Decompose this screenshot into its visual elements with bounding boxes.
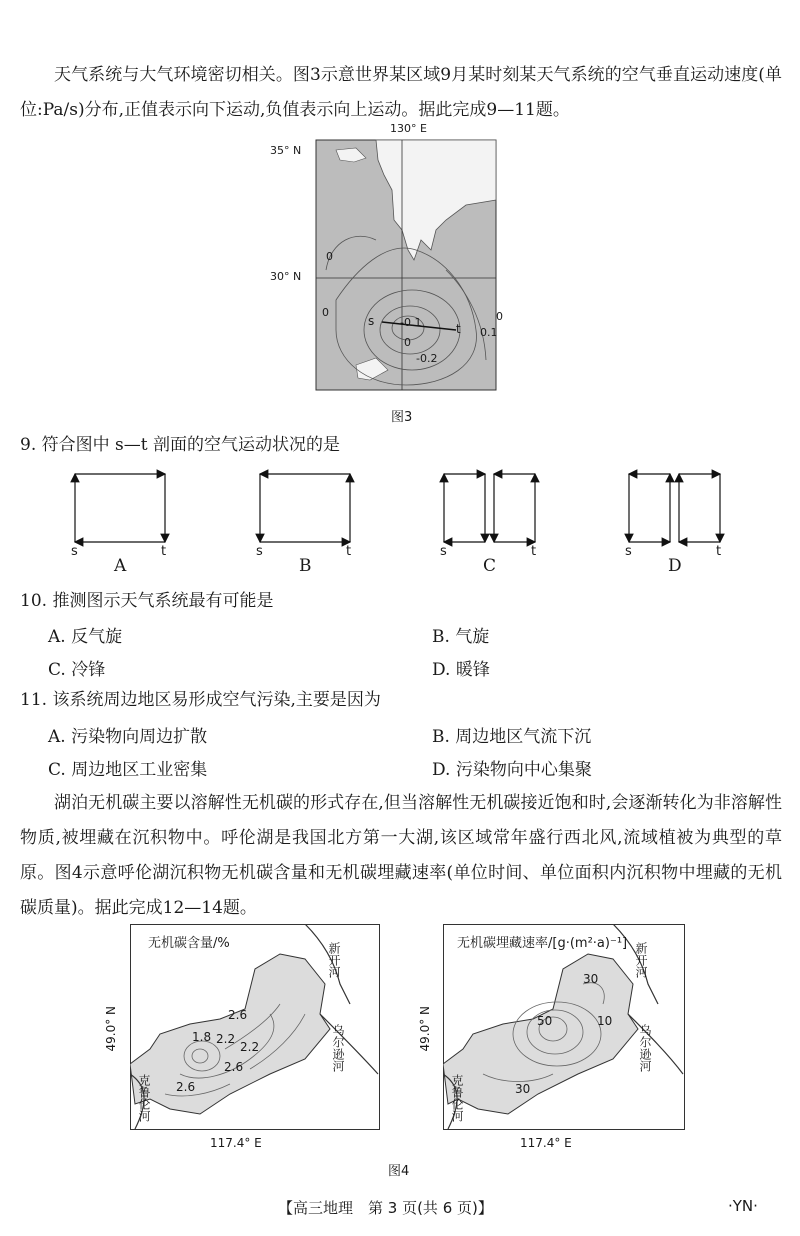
question-11-stem: 11. 该系统周边地区易形成空气污染,主要是因为 — [20, 690, 381, 710]
river-wuerxun-label: 乌尔逊河 — [638, 1024, 652, 1072]
contour-label: 0 — [322, 306, 329, 319]
question-10-stem: 10. 推测图示天气系统最有可能是 — [20, 591, 274, 611]
value-label: 2.6 — [176, 1080, 196, 1094]
q10-option-d: D. 暖锋 — [432, 660, 490, 680]
value-label: 2.2 — [216, 1032, 236, 1046]
q10-option-c: C. 冷锋 — [48, 660, 106, 680]
river-xinkai-label: 新开河 — [327, 942, 341, 978]
diagram-s-label: s — [440, 544, 447, 559]
contour-label: 0 — [496, 310, 503, 323]
diagram-t-label: t — [346, 544, 352, 559]
question-9-diagrams — [60, 462, 760, 576]
option-letter-b: B — [299, 556, 312, 576]
figure-4-right-lon: 117.4° E — [520, 1136, 572, 1150]
value-label: 2.6 — [228, 1008, 248, 1022]
figure-4-right-map — [443, 924, 685, 1136]
value-label: 50 — [537, 1014, 553, 1028]
figure-4-left-title: 无机碳含量/% — [148, 936, 230, 951]
river-wuerxun-label: 乌尔逊河 — [331, 1024, 345, 1072]
figure-4-left-lon: 117.4° E — [210, 1136, 262, 1150]
t-label: t — [456, 322, 461, 336]
latitude-35-label: 35° N — [270, 144, 302, 157]
contour-label: 0.1 — [480, 326, 498, 339]
value-label: 10 — [597, 1014, 613, 1028]
figure-3-caption: 图3 — [391, 410, 413, 425]
q11-option-b: B. 周边地区气流下沉 — [432, 727, 592, 747]
intro-paragraph-2: 湖泊无机碳主要以溶解性无机碳的形式存在,但当溶解性无机碳接近饱和时,会逐渐转化为非溶解性物质,被埋藏在沉积物中。呼伦湖是我国北方第一大湖,该区域常年盛行西北风,流域植被为典型的草原。图4示意呼伦湖沉积物无机碳含量和无机碳埋藏速率(单位时间、单位面积内沉积物中埋藏的无机碳质量)。据此完成12—14题。 — [20, 793, 782, 918]
option-letter-d: D — [668, 556, 682, 576]
s-label: s — [368, 314, 375, 328]
figure-4-right-title: 无机碳埋藏速率/[g·(m²·a)⁻¹] — [457, 936, 628, 951]
contour-label: -0.1 — [400, 316, 422, 329]
q11-option-a: A. 污染物向周边扩散 — [48, 727, 208, 747]
diagram-t-label: t — [716, 544, 722, 559]
q11-option-c: C. 周边地区工业密集 — [48, 760, 208, 780]
value-label: 1.8 — [192, 1030, 212, 1044]
footer-mark: ·YN· — [728, 1197, 758, 1215]
q10-option-a: A. 反气旋 — [48, 627, 123, 647]
value-label: 30 — [515, 1082, 531, 1096]
value-label: 2.2 — [240, 1040, 260, 1054]
figure-3-map — [270, 122, 516, 400]
diagram-t-label: t — [161, 544, 167, 559]
value-label: 30 — [583, 972, 599, 986]
latitude-30-label: 30° N — [270, 270, 302, 283]
q10-option-b: B. 气旋 — [432, 627, 490, 647]
diagram-s-label: s — [71, 544, 78, 559]
contour-label: -0.2 — [416, 352, 438, 365]
option-letter-c: C — [483, 556, 497, 576]
question-9-stem: 9. 符合图中 s—t 剖面的空气运动状况的是 — [20, 435, 340, 455]
river-kelulun-label: 克鲁伦河 — [137, 1074, 151, 1122]
contour-label: 0 — [326, 250, 333, 263]
diagram-s-label: s — [256, 544, 263, 559]
figure-4-left-lat: 49.0° N — [104, 1006, 118, 1052]
diagram-t-label: t — [531, 544, 537, 559]
value-label: 2.6 — [224, 1060, 244, 1074]
longitude-label: 130° E — [390, 122, 427, 135]
intro-paragraph-1: 天气系统与大气环境密切相关。图3示意世界某区域9月某时刻某天气系统的空气垂直运动速度(单位:Pa/s)分布,正值表示向下运动,负值表示向上运动。据此完成9—11题。 — [20, 65, 782, 120]
river-kelulun-label: 克鲁伦河 — [450, 1074, 464, 1122]
option-letter-a: A — [114, 556, 127, 576]
river-xinkai-label: 新开河 — [634, 942, 648, 978]
page-footer: 【高三地理 第 3 页(共 6 页)】 — [278, 1199, 493, 1217]
diagram-s-label: s — [625, 544, 632, 559]
figure-4-left-map — [130, 924, 380, 1136]
figure-4-right-lat: 49.0° N — [418, 1006, 432, 1052]
contour-label: 0 — [404, 336, 411, 349]
figure-4-caption: 图4 — [388, 1164, 410, 1179]
q11-option-d: D. 污染物向中心集聚 — [432, 760, 592, 780]
